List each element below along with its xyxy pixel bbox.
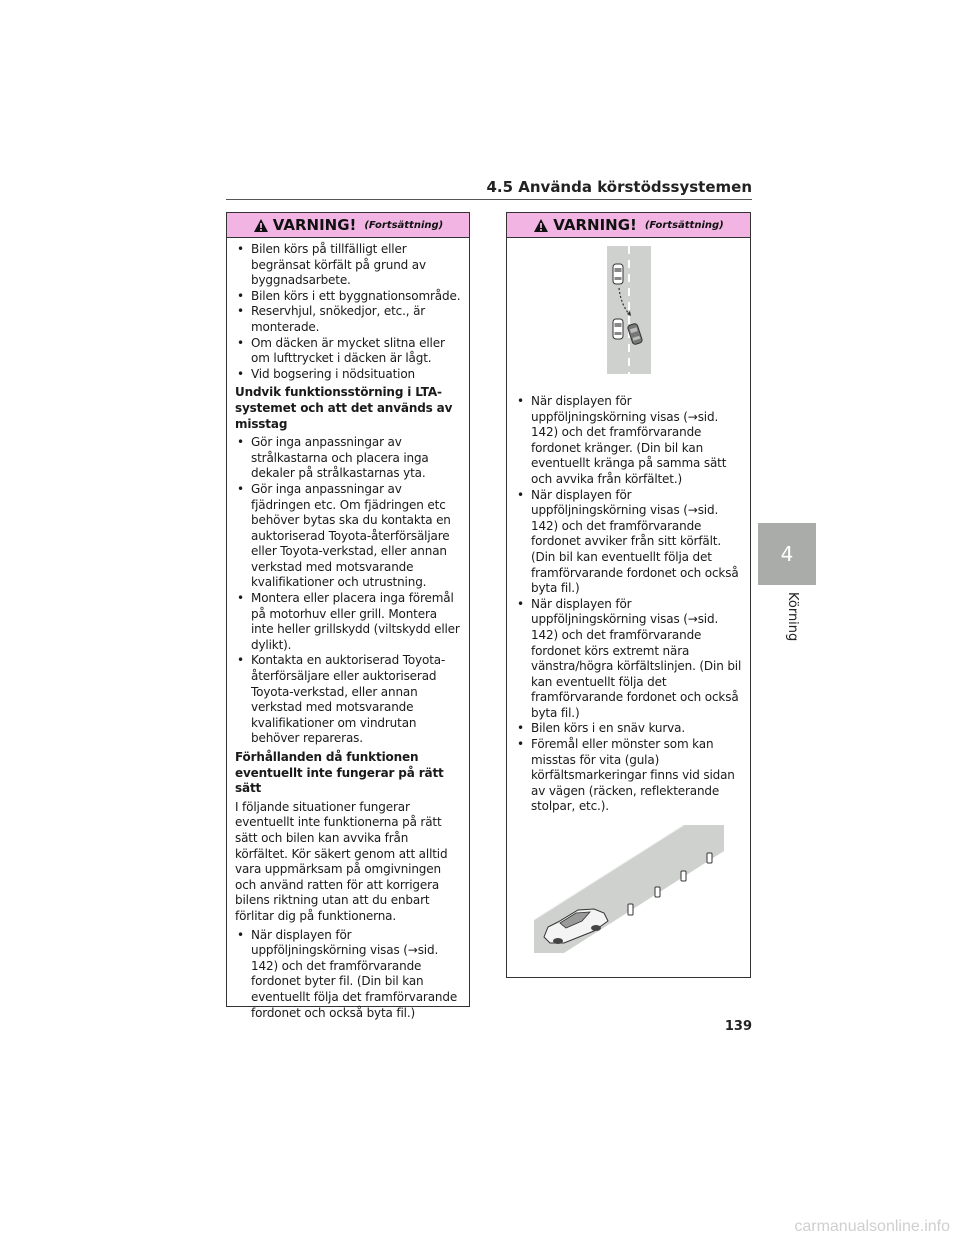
warning-subtitle: (Fortsättning) (644, 219, 724, 231)
list-item: • När displayen för uppföljningskörning visas (→sid. 142) och det framförvarande fordonet kränger. (Din bil kan eventuellt kränga på samma sätt och avvika från körfältet.) (515, 394, 742, 488)
watermark: carmanualsonline.info (794, 1218, 950, 1235)
bullet-list (235, 435, 461, 747)
car-icon (613, 319, 623, 339)
lane-follow-illustration (607, 246, 651, 374)
warning-header (507, 213, 750, 238)
list-item: • Föremål eller mönster som kan misstas för vita (gula) körfältsmarkeringar finns vid sidan av vägen (räcken, reflekterande stolpar, etc.). (515, 737, 742, 815)
header-rule (226, 199, 752, 200)
list-item: • Bilen körs på tillfälligt eller begränsat körfält på grund av byggnadsarbete. (235, 242, 461, 289)
warning-header (227, 213, 469, 238)
list-item: • Reservhjul, snökedjor, etc., är monterade. (235, 304, 461, 335)
bullet-list (235, 242, 461, 382)
chapter-tab: 4 (758, 523, 816, 585)
warning-box-left (226, 212, 470, 1020)
body-paragraph: I följande situationer fungerar eventuellt inte funktionerna på rätt sätt och bilen kan avvika från körfältet. Kör säkert genom att alltid vara uppmärksam på omgivningen och använd ratten för att korrigera bilens riktning utan att du enbart förlitar dig på funktionerna. (235, 799, 448, 923)
list-item: • När displayen för uppföljningskörning visas (→sid. 142) och det framförvarande fordonet byter fil. (Din bil kan eventuellt följa det framförvarande fordonet och också byta fil.) (235, 928, 461, 1022)
warning-title: VARNING! (553, 216, 637, 234)
section-title: 4.5 Använda körstödssystemen (486, 178, 752, 196)
list-item: • Vid bogsering i nödsituation (235, 367, 461, 383)
list-item: • Kontakta en auktoriserad Toyota-återförsäljare eller auktoriserad Toyota-verkstad, eller annan verkstad med motsvarande kvalifikationer om vindrutan behöver repareras. (235, 653, 461, 747)
warning-triangle-icon (533, 218, 549, 233)
car-icon (613, 264, 623, 284)
warning-content (227, 238, 469, 1021)
warning-title: VARNING! (272, 216, 357, 234)
warning-box-right (506, 212, 751, 978)
subheading: Undvik funktionsstörning i LTA-systemet och att det används av misstag (235, 385, 453, 431)
list-item: • Montera eller placera inga föremål på motorhuv eller grill. Montera inte heller grillskydd (viltskydd eller dylikt). (235, 591, 461, 653)
warning-subtitle: (Fortsättning) (364, 219, 444, 231)
subheading: Förhållanden då funktionen eventuellt inte fungerar på rätt sätt (235, 750, 444, 796)
roadside-posts-illustration (534, 825, 724, 953)
list-item: • När displayen för uppföljningskörning visas (→sid. 142) och det framförvarande fordonet avviker från sitt körfält. (Din bil kan eventuellt följa det framförvarande fordonet och också byta fil.) (515, 488, 742, 597)
list-item: • Bilen körs i ett byggnationsområde. (235, 289, 461, 305)
warning-content (507, 374, 750, 815)
list-item: • Gör inga anpassningar av fjädringen etc. Om fjädringen etc behöver bytas ska du kontakta en auktoriserad Toyota-återförsäljare eller Toyota-verkstad, eller annan verkstad med motsvarande kvalifikationer och utrustning. (235, 482, 461, 591)
page-number: 139 (724, 1019, 752, 1034)
bullet-list (235, 928, 461, 1022)
list-item: • Om däcken är mycket slitna eller om lufttrycket i däcken är lågt. (235, 336, 461, 367)
list-item: • Gör inga anpassningar av strålkastarna och placera inga dekaler på strålkastarnas yta. (235, 435, 461, 482)
chapter-label: Körning (785, 592, 800, 642)
warning-triangle-icon (253, 218, 269, 233)
bullet-list (515, 394, 742, 815)
list-item: • När displayen för uppföljningskörning visas (→sid. 142) och det framförvarande fordonet körs extremt nära vänstra/högra körfältslinjen. (Din bil kan eventuellt följa det framförvarande fordonet och också byta fil.) (515, 597, 742, 722)
list-item: • Bilen körs i en snäv kurva. (515, 721, 742, 737)
